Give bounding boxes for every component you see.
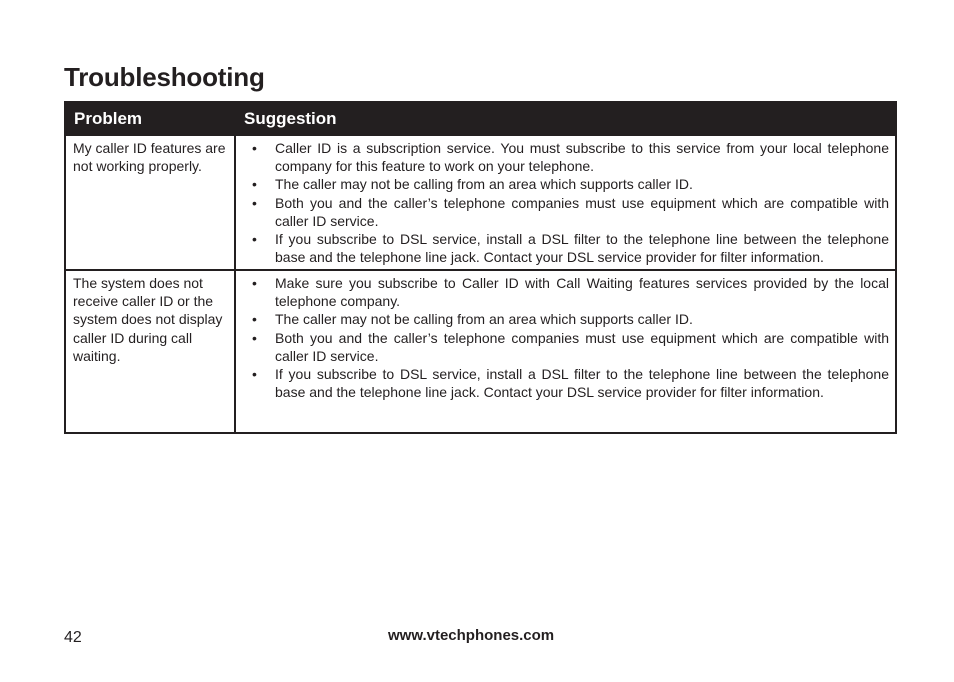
bullet-icon: • xyxy=(252,194,257,211)
page-title: Troubleshooting xyxy=(64,62,265,92)
troubleshooting-table xyxy=(64,101,897,434)
suggestion-text: The caller may not be calling from an area which supports caller ID. xyxy=(275,311,693,328)
table-header-row xyxy=(65,102,896,135)
suggestion-text: If you subscribe to DSL service, install a DSL filter to the telephone line between the telephone base and the telephone line jack. Contact your DSL service provider for filter information. xyxy=(275,366,889,401)
suggestion-text: The caller may not be calling from an area which supports caller ID. xyxy=(275,176,693,193)
suggestion-item xyxy=(244,230,889,266)
suggestion-list xyxy=(244,274,889,401)
suggestion-item xyxy=(244,310,889,328)
suggestion-text: Both you and the caller’s telephone companies must use equipment which are compatible with caller ID service. xyxy=(275,329,889,364)
suggestion-item xyxy=(244,329,889,365)
suggestion-item xyxy=(244,194,889,230)
page-number: 42 xyxy=(64,629,82,646)
suggestion-item xyxy=(244,175,889,193)
footer-url: www.vtechphones.com xyxy=(388,627,555,644)
problem-column-header: Problem xyxy=(65,102,235,135)
suggestion-text: Both you and the caller’s telephone companies must use equipment which are compatible with caller ID service. xyxy=(275,194,889,229)
suggestion-text: Make sure you subscribe to Caller ID with Call Waiting features services provided by the local telephone company. xyxy=(275,275,889,310)
suggestion-item xyxy=(244,365,889,401)
bullet-icon: • xyxy=(252,176,257,193)
problem-cell: The system does not receive caller ID or the system does not display caller ID during call waiting. xyxy=(65,270,235,433)
suggestion-list xyxy=(244,139,889,266)
bullet-icon: • xyxy=(252,366,257,383)
bullet-icon: • xyxy=(252,140,257,156)
suggestion-text: Caller ID is a subscription service. You must subscribe to this service from your local telephone company for this feature to work on your telephone. xyxy=(275,140,889,175)
suggestion-cell xyxy=(235,270,896,433)
suggestion-text: If you subscribe to DSL service, install a DSL filter to the telephone line between the telephone base and the telephone line jack. Contact your DSL service provider for filter information. xyxy=(275,231,889,266)
suggestion-cell xyxy=(235,135,896,270)
table-row xyxy=(65,135,896,270)
bullet-icon: • xyxy=(252,275,257,291)
bullet-icon: • xyxy=(252,231,257,248)
problem-cell: My caller ID features are not working properly. xyxy=(65,135,235,270)
bullet-icon: • xyxy=(252,311,257,328)
table-row xyxy=(65,270,896,433)
suggestion-item xyxy=(244,274,889,310)
suggestion-item xyxy=(244,139,889,175)
bullet-icon: • xyxy=(252,329,257,346)
suggestion-column-header: Suggestion xyxy=(235,102,896,135)
